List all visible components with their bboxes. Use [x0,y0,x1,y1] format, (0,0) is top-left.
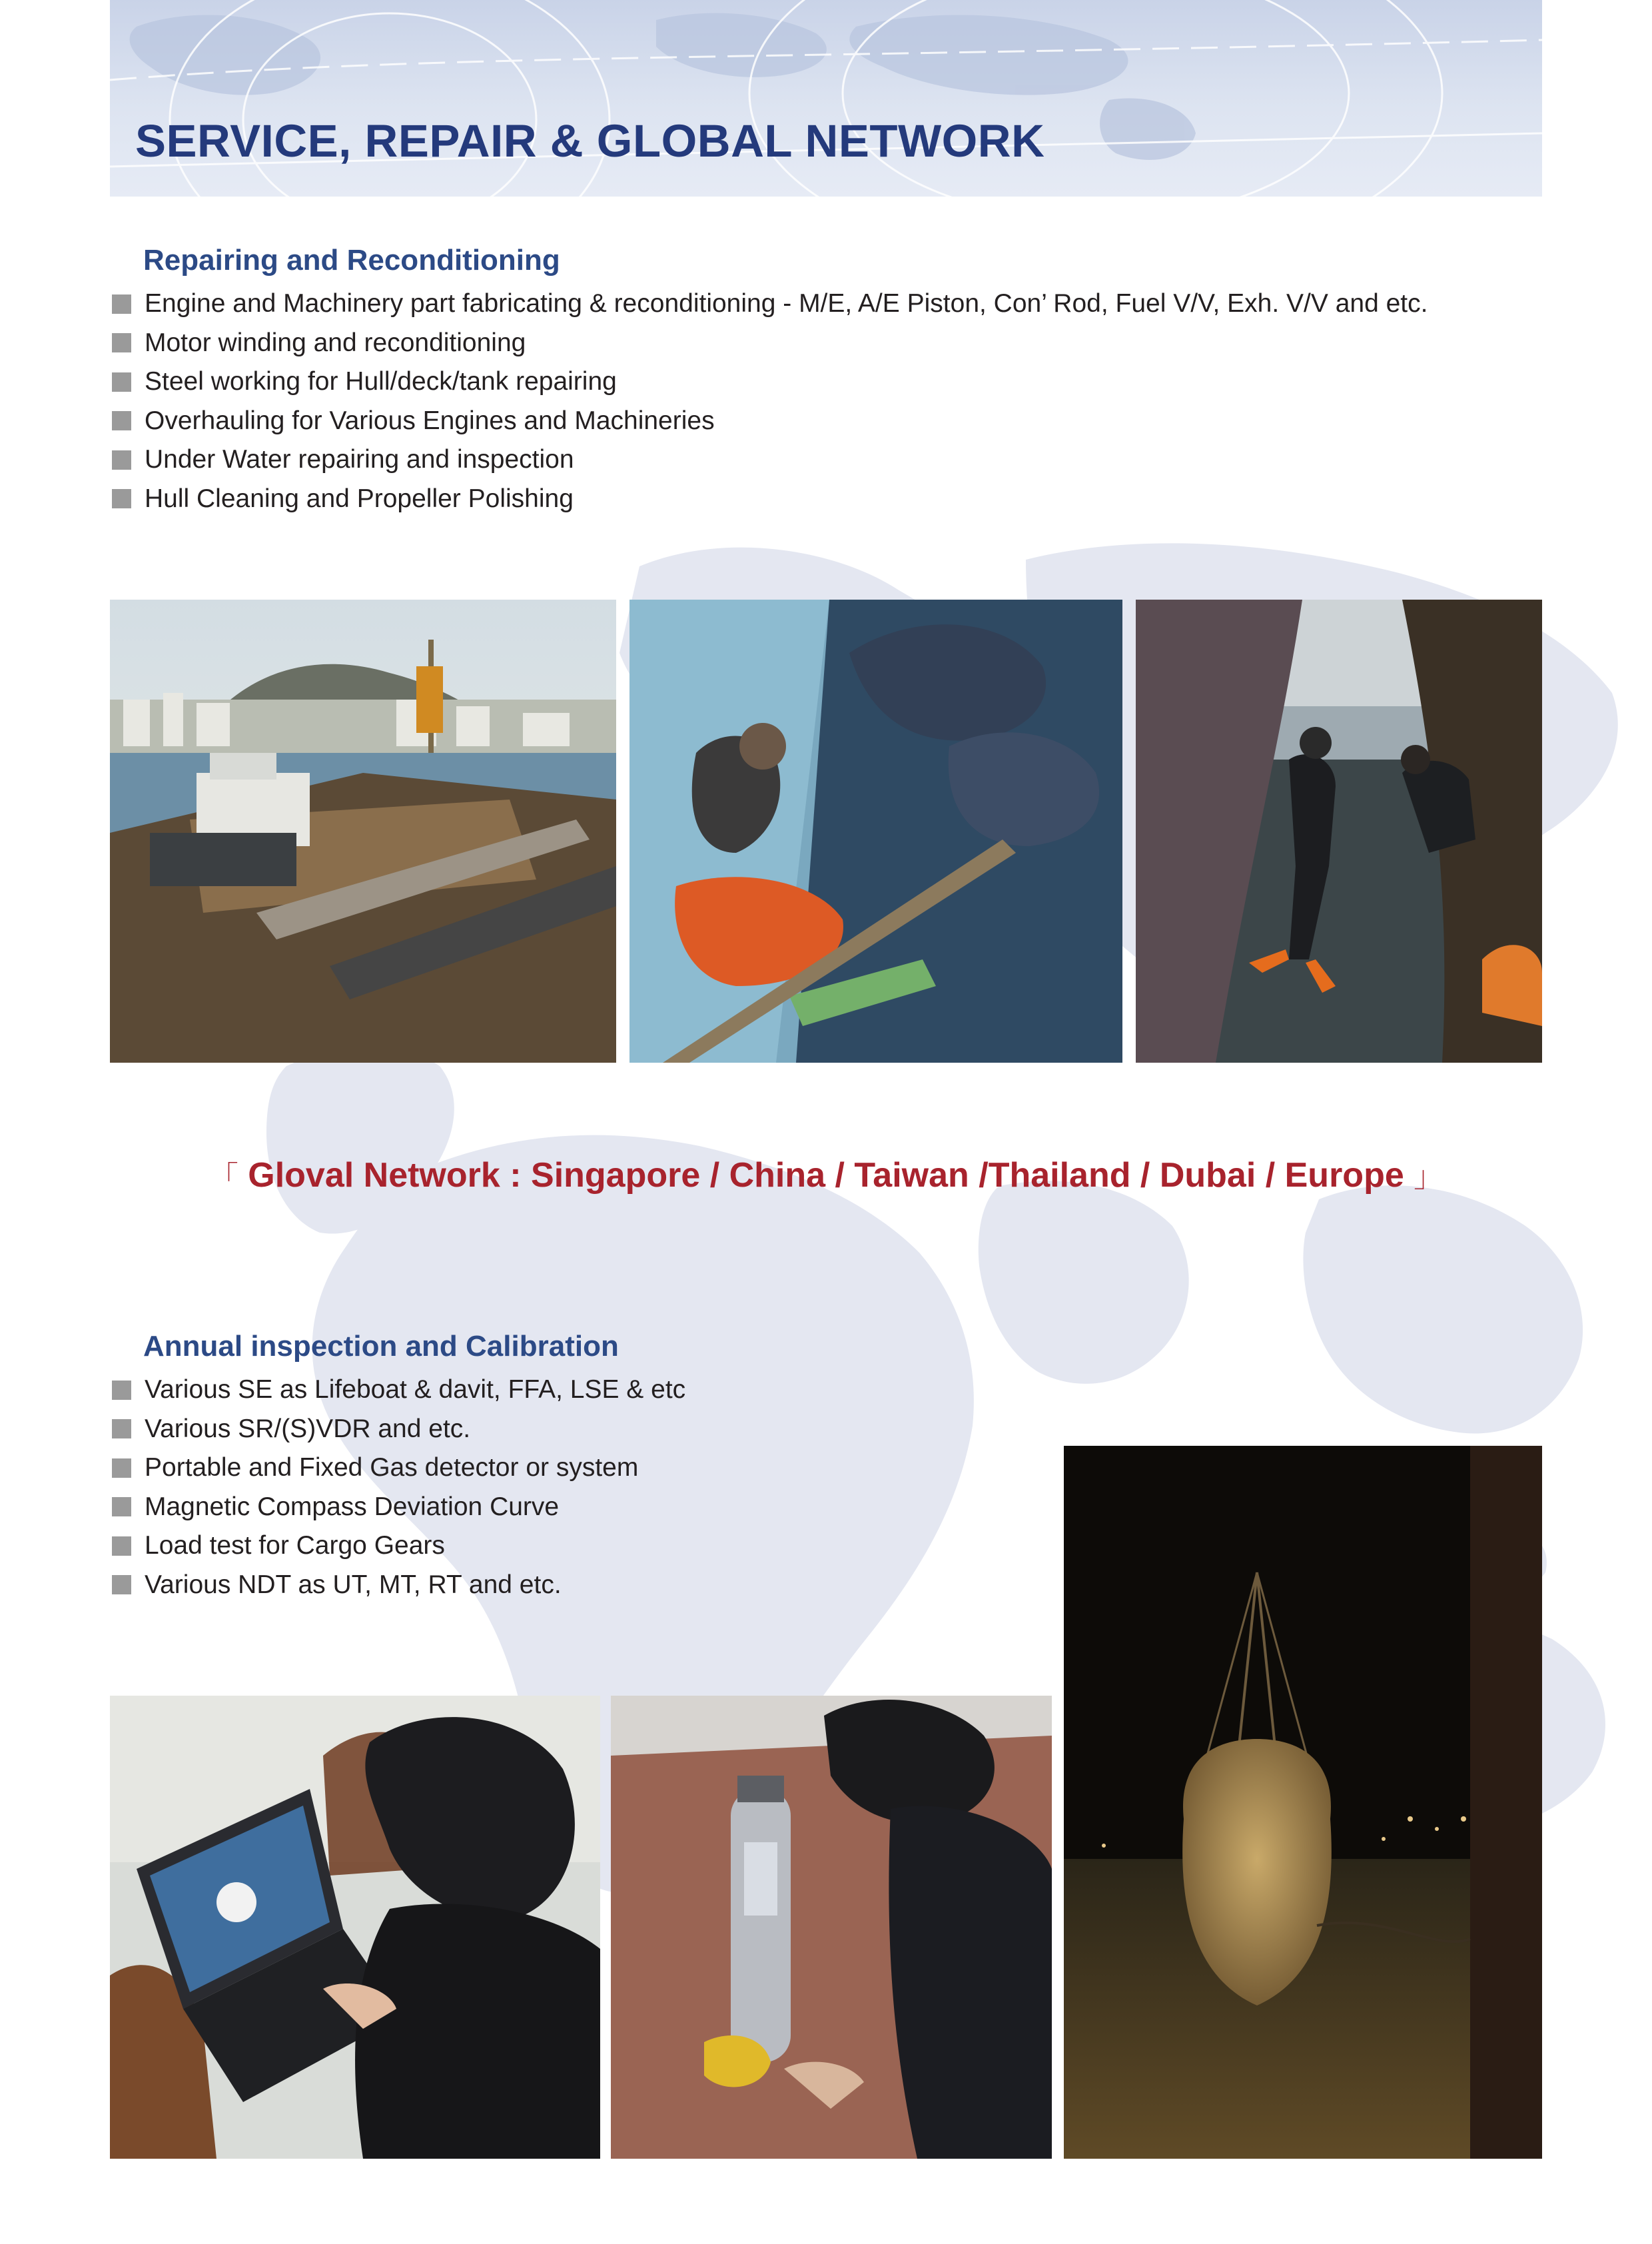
header-banner [110,0,1542,197]
photo-divers-hull-cleaning [1136,600,1542,1063]
list-item: Overhauling for Various Engines and Machineries [112,402,1428,441]
square-bullet-icon [112,1497,131,1516]
list-item: Various SR/(S)VDR and etc. [112,1410,685,1449]
square-bullet-icon [112,372,131,392]
inspection-section-title: Annual inspection and Calibration [143,1330,619,1363]
square-bullet-icon [112,1575,131,1594]
list-item: Magnetic Compass Deviation Curve [112,1488,685,1527]
page-title: SERVICE, REPAIR & GLOBAL NETWORK [135,115,1045,167]
photo-worker-on-deck [629,600,1122,1063]
list-item: Hull Cleaning and Propeller Polishing [112,480,1428,519]
square-bullet-icon [112,1419,131,1438]
list-item: Load test for Cargo Gears [112,1526,685,1566]
list-item: Various NDT as UT, MT, RT and etc. [112,1566,685,1605]
global-network-text: Gloval Network : Singapore / China / Taiwan /Thailand / Dubai / Europe [248,1156,1404,1195]
list-item: Various SE as Lifeboat & davit, FFA, LSE & etc [112,1371,685,1410]
list-item: Steel working for Hull/deck/tank repairing [112,362,1428,402]
square-bullet-icon [112,1536,131,1556]
square-bullet-icon [112,411,131,430]
square-bullet-icon [112,294,131,314]
photo-gas-detector-calibration [611,1696,1052,2159]
photo-water-bag-load-test [1064,1446,1542,2159]
square-bullet-icon [112,333,131,352]
square-bullet-icon [112,489,131,508]
repairing-section-title: Repairing and Reconditioning [143,244,560,277]
square-bullet-icon [112,1458,131,1478]
photo-technician-laptop [110,1696,600,2159]
square-bullet-icon [112,450,131,470]
list-item: Engine and Machinery part fabricating & reconditioning - M/E, A/E Piston, Con’ Rod, Fuel V/V, Exh. V/V and etc. [112,284,1428,324]
list-item: Portable and Fixed Gas detector or system [112,1448,685,1488]
photo-tugboat-harbor [110,600,616,1063]
global-network-line: 「 Gloval Network : Singapore / China / Taiwan /Thailand / Dubai / Europe 」 [208,1156,1444,1195]
inspection-list [112,1371,685,1604]
list-item: Motor winding and reconditioning [112,324,1428,363]
list-item: Under Water repairing and inspection [112,440,1428,480]
repairing-list [112,284,1428,518]
square-bullet-icon [112,1381,131,1400]
